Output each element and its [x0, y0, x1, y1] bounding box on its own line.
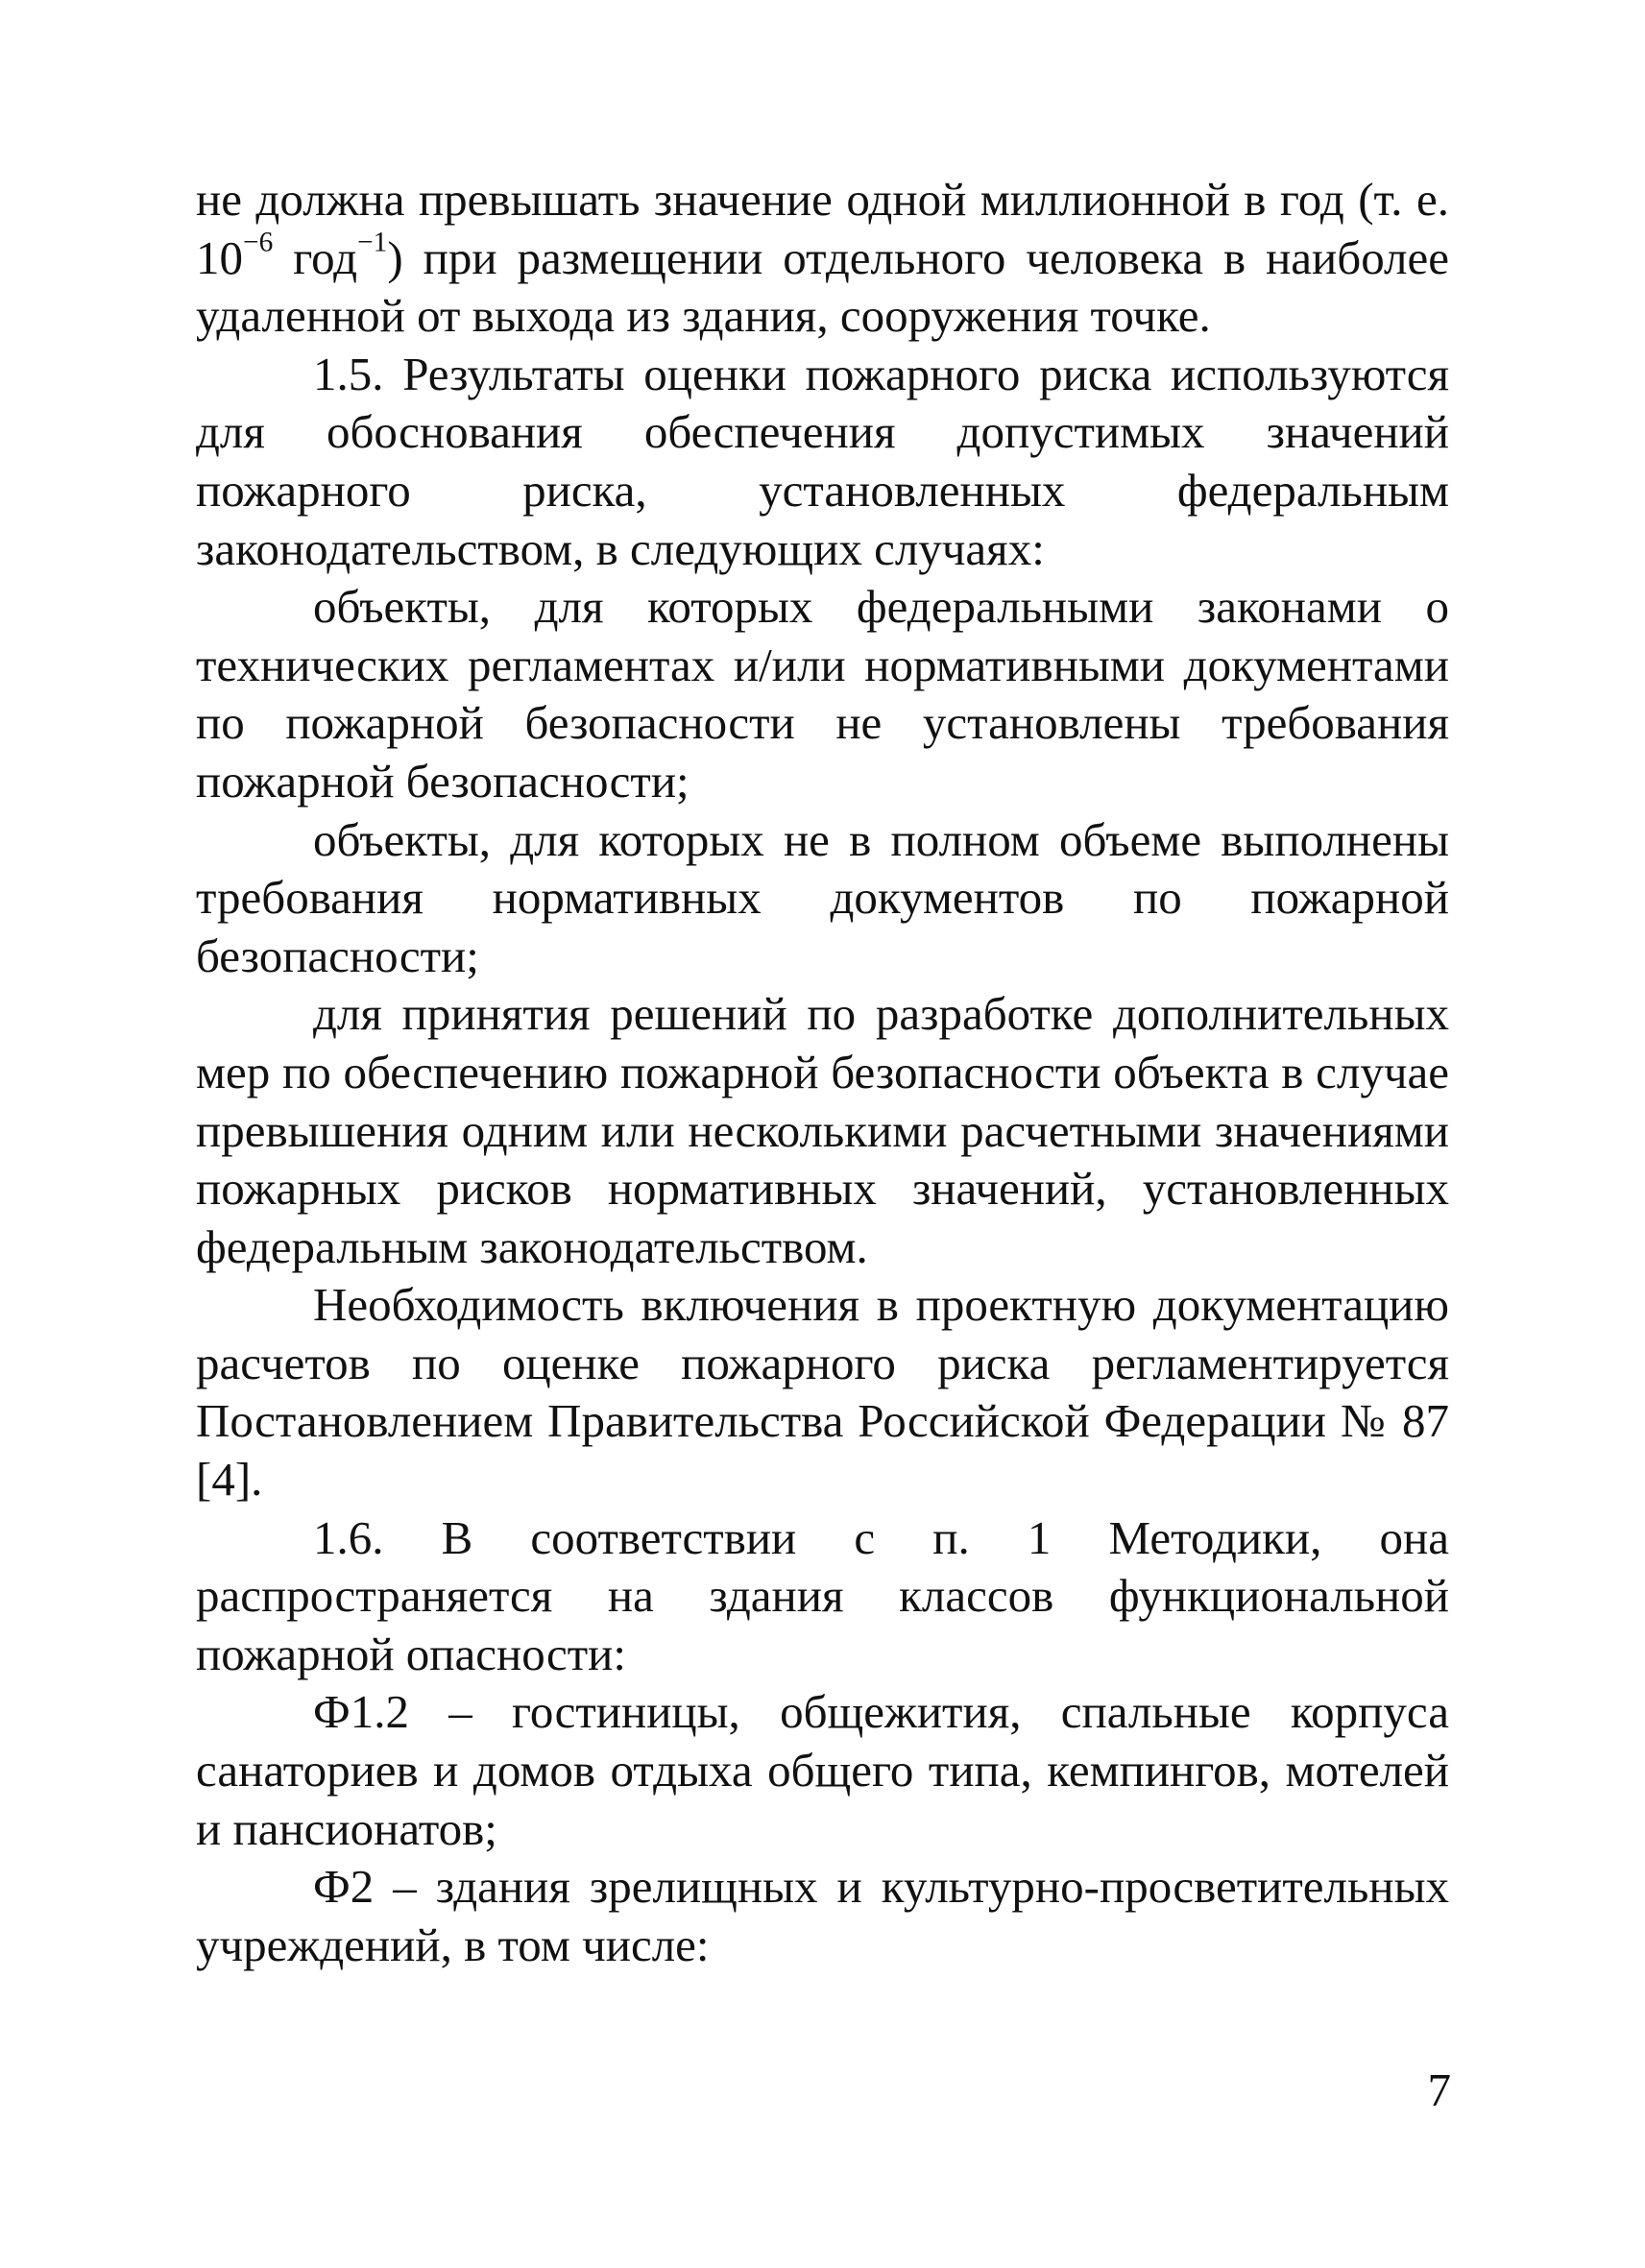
paragraph-1-5: 1.5. Результаты оценки пожарного риска используются для обоснования обеспечения допустимых значений пожарного риска, установленных федеральным законодательством, в следующих случаях: [196, 347, 1449, 575]
exponent: −6 [243, 227, 274, 258]
paragraph-list-item: для принятия решений по разработке дополнительных мер по обеспечению пожарной безопасности объекта в случае превышения одним или несколькими расчетными значениями пожарных рисков нормативных значений, установленных федеральным законодательством. [196, 987, 1449, 1273]
paragraph-text-part: не должна превышать значение одной миллионной в год (т. е. 10 [196, 173, 1449, 284]
paragraph-class-f2: Ф2 – здания зрелищных и культурно-просветительных учреждений, в том числе: [196, 1860, 1449, 1971]
paragraph-text-part: ) при размещении отдельного человека в наиболее удаленной от выхода из здания, сооружения точке. [196, 230, 1449, 343]
paragraph-list-item: объекты, для которых не в полном объеме выполнены требования нормативных документов по пожарной безопасности; [196, 812, 1449, 982]
exponent: −1 [357, 227, 388, 258]
paragraph-1-6: 1.6. В соответствии с п. 1 Методики, она распространяется на здания классов функциональной пожарной опасности: [196, 1510, 1449, 1680]
paragraph-requirement: Необходимость включения в проектную документацию расчетов по оценке пожарного риска регламентируется Постановлением Правительства Российской Федерации № 87 [4]. [196, 1278, 1449, 1507]
body-text [196, 171, 1449, 1974]
paragraph-list-item: объекты, для которых федеральными законами о технических регламентах и/или нормативными документами по пожарной безопасности не установлены требования пожарной безопасности; [196, 580, 1449, 808]
paragraph-text-part: год [273, 230, 358, 284]
paragraph-class-f1-2: Ф1.2 – гостиницы, общежития, спальные корпуса санаториев и домов отдыха общего типа, кемпингов, мотелей и пансионатов; [196, 1685, 1449, 1855]
paragraph-continuation [196, 171, 1449, 346]
page-number: 7 [1427, 2063, 1451, 2116]
